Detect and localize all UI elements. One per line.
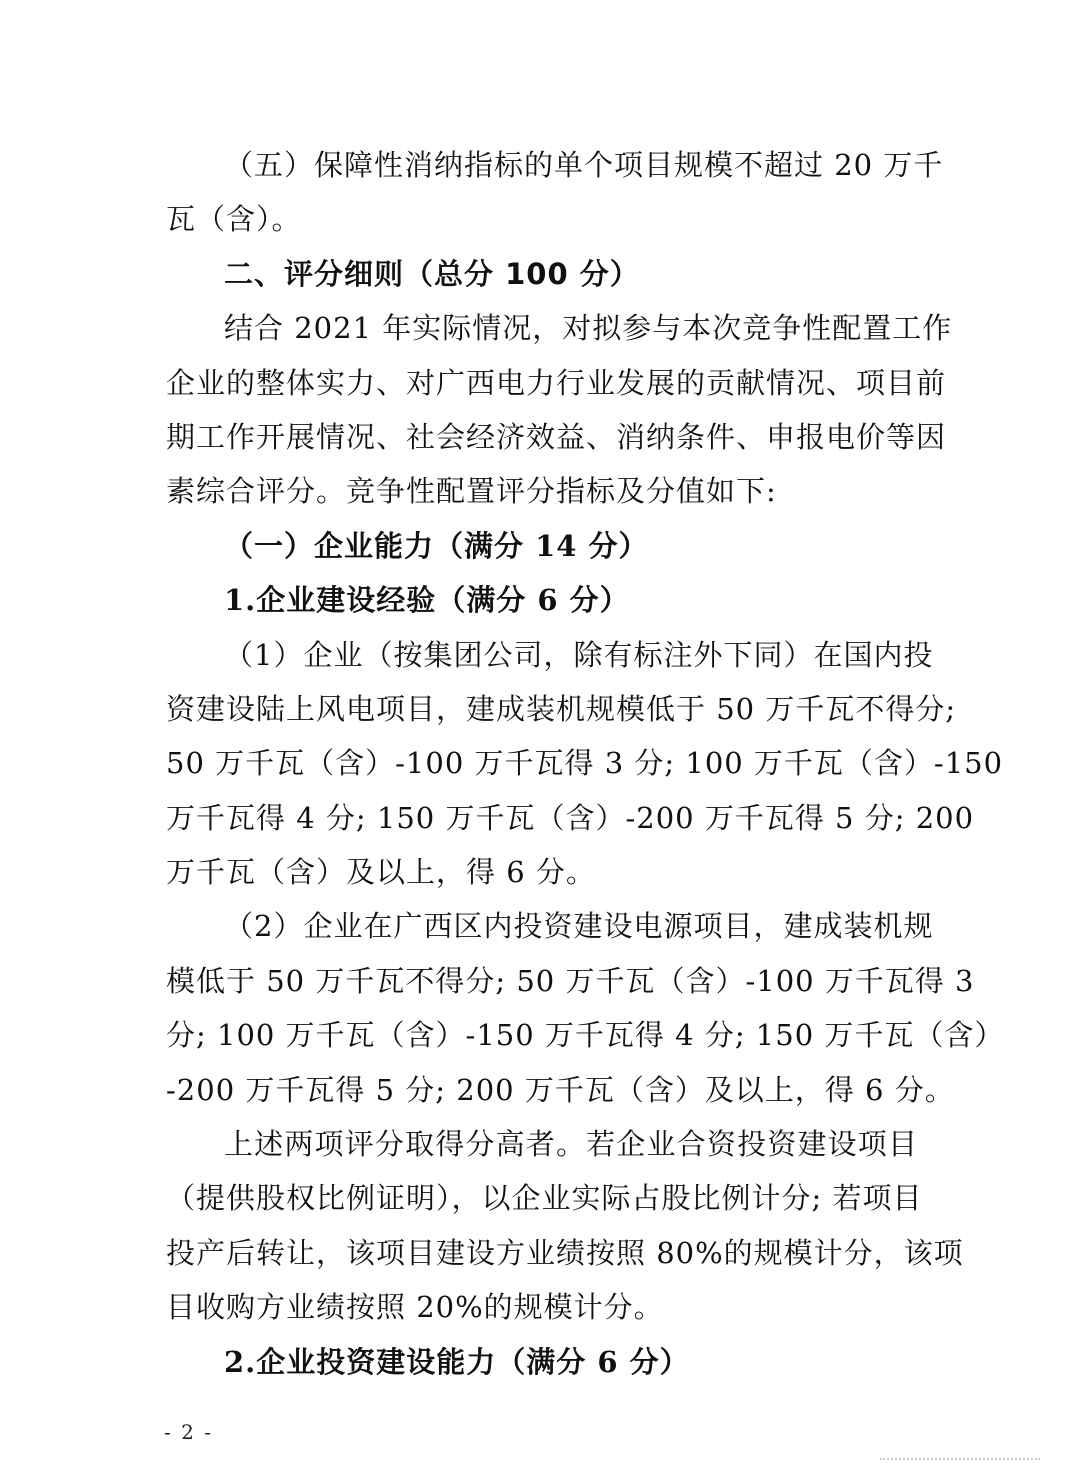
paragraph-line: （提供股权比例证明），以企业实际占股比例计分; 若项目 [166,1181,923,1216]
scan-artifact [880,1452,1040,1460]
paragraph-line: 企业的整体实力、对广西电力行业发展的贡献情况、项目前 [166,365,947,400]
page-number: - 2 - [164,1420,213,1444]
paragraph-line: （五）保障性消纳指标的单个项目规模不超过 20 万千 [224,148,944,182]
subsection-heading: （一）企业能力（满分 14 分） [224,528,649,563]
paragraph-line: 模低于 50 万千瓦不得分; 50 万千瓦（含）-100 万千瓦得 3 [166,963,975,998]
paragraph-line: 目收购方业绩按照 20%的规模计分。 [166,1290,664,1325]
paragraph-line: 期工作开展情况、社会经济效益、消纳条件、申报电价等因 [166,419,947,454]
paragraph-line: 上述两项评分取得分高者。若企业合资投资建设项目 [224,1127,918,1162]
paragraph-line: 万千瓦（含）及以上，得 6 分。 [166,855,596,890]
paragraph-line: （2）企业在广西区内投资建设电源项目，建成装机规 [224,909,934,944]
paragraph-line: 素综合评分。竞争性配置评分指标及分值如下: [166,474,777,509]
paragraph-line: -200 万千瓦得 5 分; 200 万千瓦（含）及以上，得 6 分。 [166,1072,955,1107]
paragraph-line: 资建设陆上风电项目，建成装机规模低于 50 万千瓦不得分; [166,691,957,726]
document-body [166,138,1005,1389]
item-heading: 1.企业建设经验（满分 6 分） [224,583,630,618]
paragraph-line: （1）企业（按集团公司，除有标注外下同）在国内投 [224,637,934,672]
item-heading: 2.企业投资建设能力（满分 6 分） [224,1344,690,1379]
paragraph-line: 结合 2021 年实际情况，对拟参与本次竞争性配置工作 [224,311,953,346]
paragraph-line: 50 万千瓦（含）-100 万千瓦得 3 分; 100 万千瓦（含）-150 [166,746,1004,781]
paragraph-line: 瓦（含）。 [166,202,302,237]
paragraph-line: 万千瓦得 4 分; 150 万千瓦（含）-200 万千瓦得 5 分; 200 [166,800,975,835]
section-heading: 二、评分细则（总分 100 分） [224,256,640,291]
paragraph-line: 投产后转让，该项目建设方业绩按照 80%的规模计分，该项 [166,1235,964,1270]
paragraph-line: 分; 100 万千瓦（含）-150 万千瓦得 4 分; 150 万千瓦（含） [166,1018,1005,1053]
